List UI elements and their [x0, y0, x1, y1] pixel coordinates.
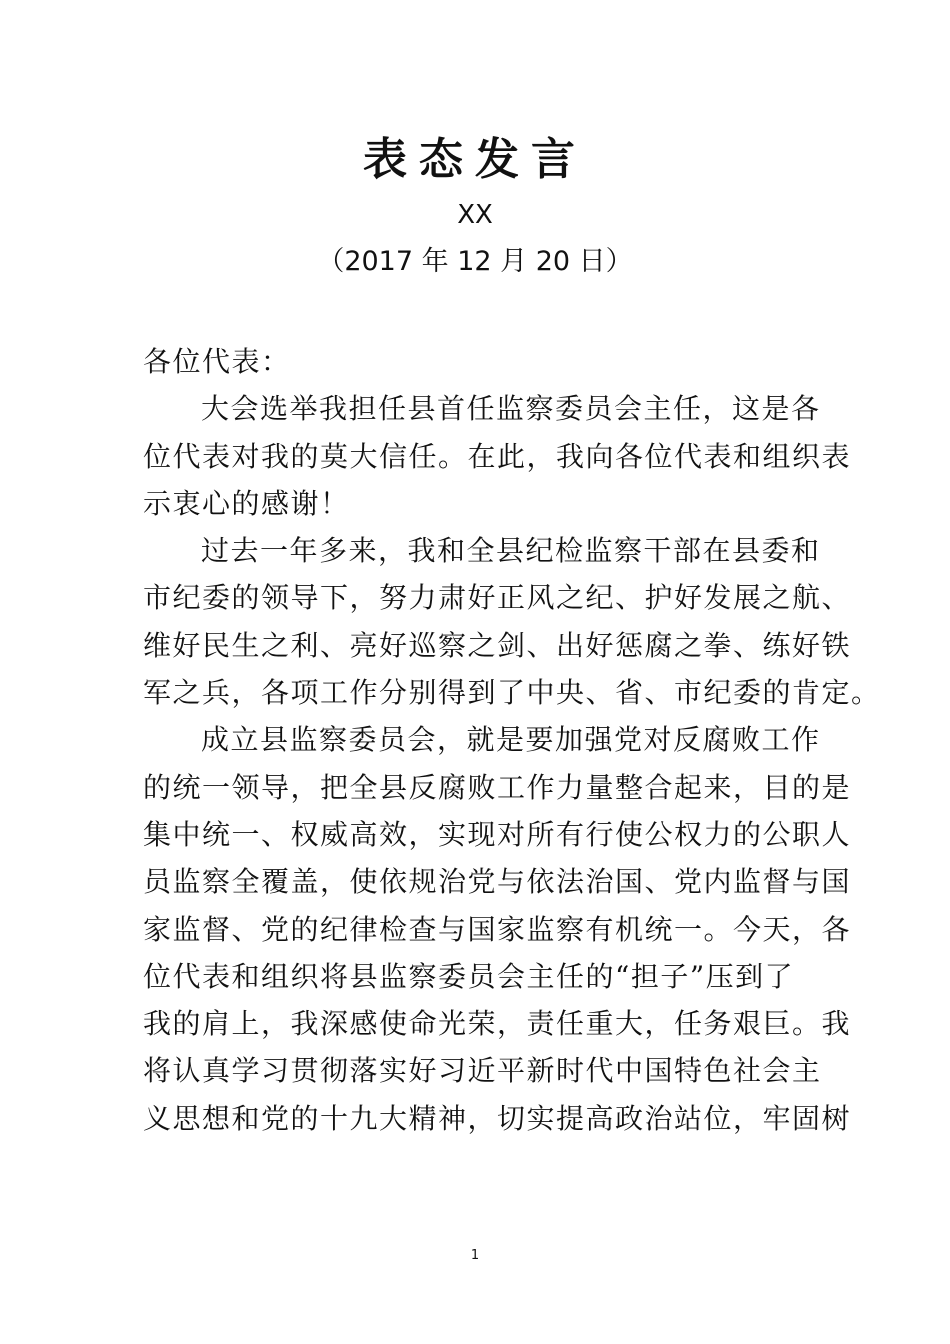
- page-number: 1: [470, 1248, 480, 1263]
- body-line: 位代表和组织将县监察委员会主任的“担子”压到了: [143, 959, 795, 993]
- body-line: 大会选举我担任县首任监察委员会主任，这是各: [201, 392, 821, 426]
- document-author: XX: [457, 200, 493, 230]
- body-line: 我的肩上，我深感使命光荣，责任重大，任务艰巨。我: [143, 1007, 852, 1041]
- body-line: 集中统一、权威高效，实现对所有行使公权力的公职人: [143, 817, 852, 851]
- document-date: （2017 年 12 月 20 日）: [317, 246, 633, 277]
- body-line: 过去一年多来，我和全县纪检监察干部在县委和: [201, 534, 821, 568]
- body-line: 市纪委的领导下，努力肃好正风之纪、护好发展之航、: [143, 581, 852, 615]
- body-line: 家监督、党的纪律检查与国家监察有机统一。今天，各: [143, 912, 852, 946]
- body-line: 将认真学习贯彻落实好习近平新时代中国特色社会主: [143, 1054, 822, 1088]
- body-line: 位代表对我的莫大信任。在此，我向各位代表和组织表: [143, 439, 852, 473]
- body-line: 示衷心的感谢！: [143, 486, 350, 520]
- body-line: 军之兵，各项工作分别得到了中央、省、市纪委的肯定。: [143, 676, 881, 710]
- body-line: 义思想和党的十九大精神，切实提高政治站位，牢固树: [143, 1101, 852, 1135]
- body-line: 成立县监察委员会，就是要加强党对反腐败工作: [201, 723, 821, 757]
- body-lines: [143, 385, 881, 1142]
- body-line: 维好民生之利、亮好巡察之剑、出好惩腐之拳、练好铁: [143, 628, 852, 662]
- salutation: 各位代表：: [143, 345, 291, 378]
- body-line: 员监察全覆盖，使依规治党与依法治国、党内监督与国: [143, 865, 852, 899]
- body-line: 的统一领导，把全县反腐败工作力量整合起来，目的是: [143, 770, 852, 804]
- document-body: [143, 338, 881, 1142]
- document-title: 表态发言: [363, 134, 587, 185]
